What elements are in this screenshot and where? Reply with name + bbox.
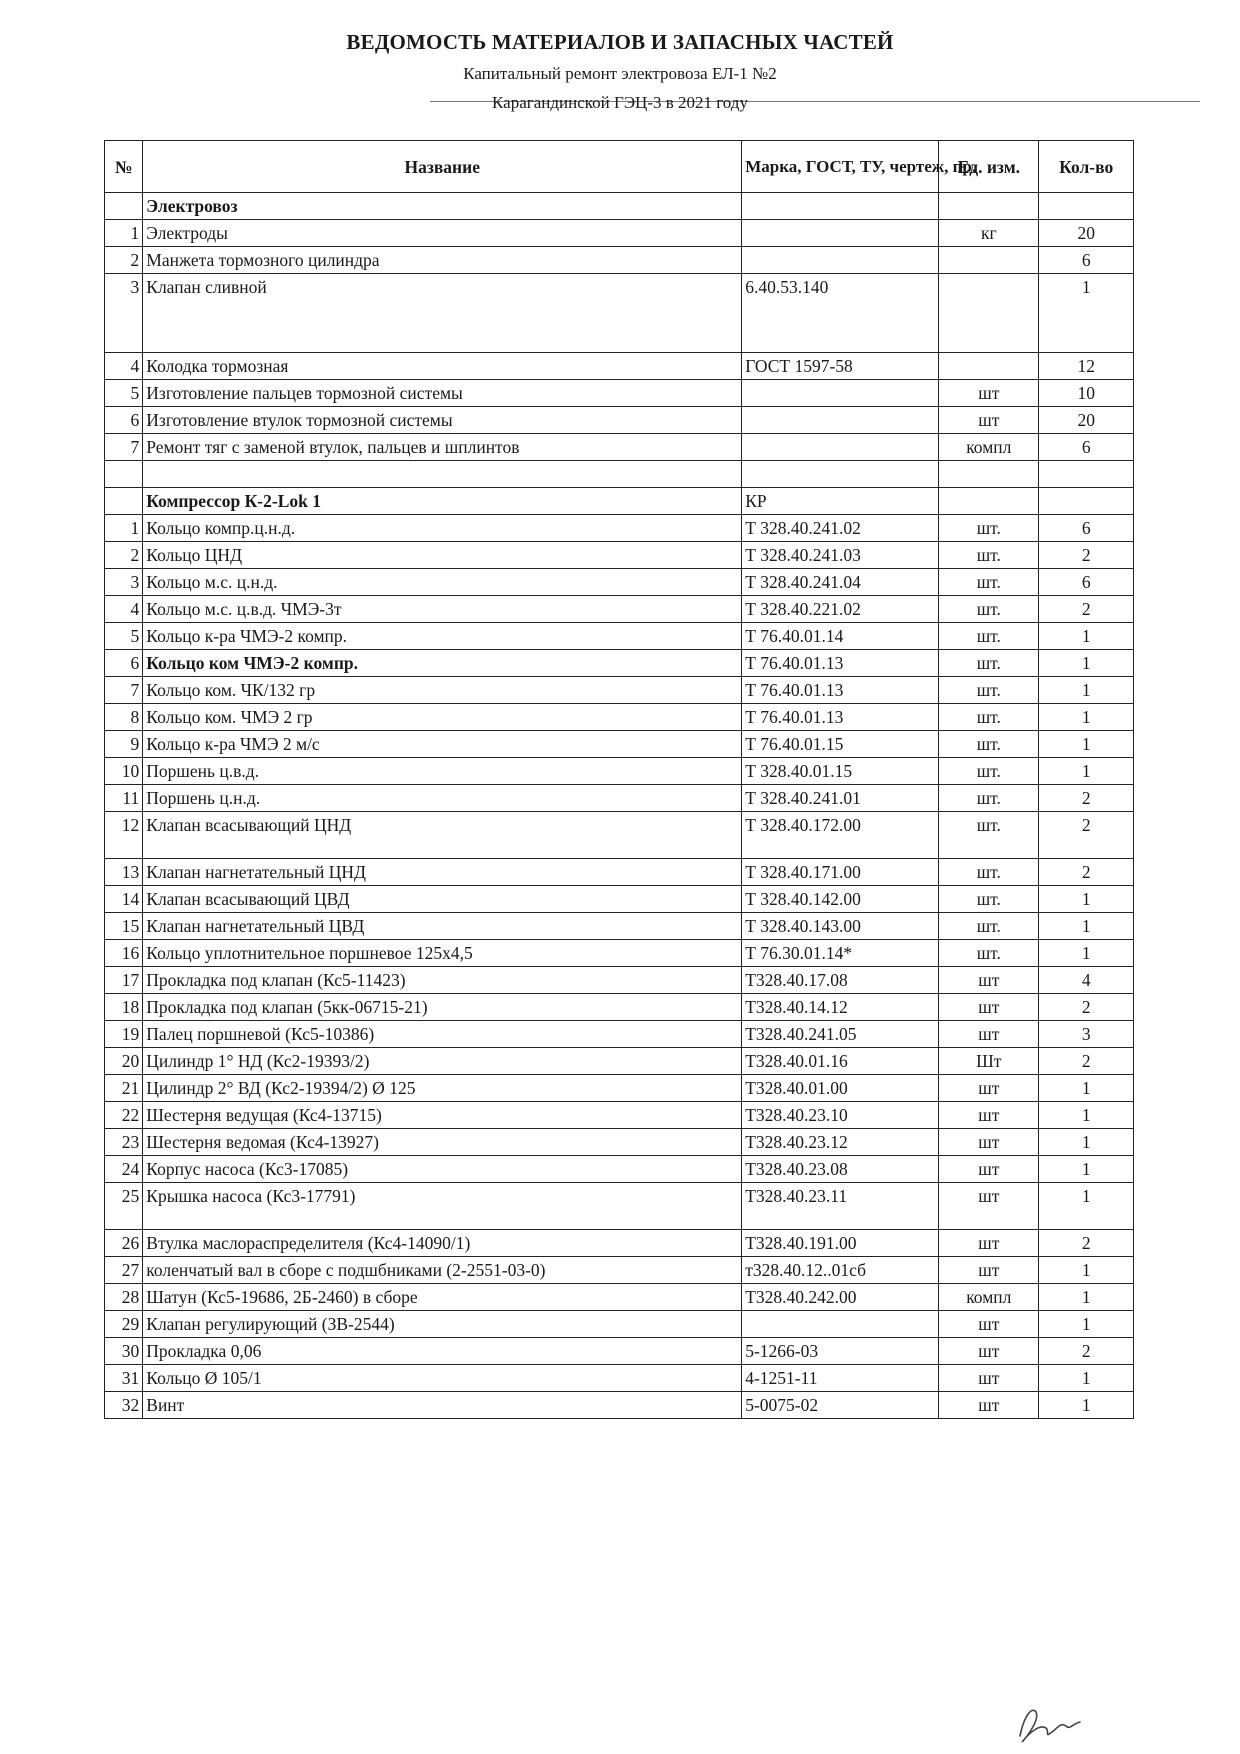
signature-mark bbox=[1010, 1698, 1100, 1748]
row-number: 11 bbox=[105, 785, 143, 812]
row-number: 26 bbox=[105, 1230, 143, 1257]
table-row bbox=[105, 940, 1134, 967]
table-row bbox=[105, 1311, 1134, 1338]
row-mark: Т 328.40.143.00 bbox=[742, 913, 939, 940]
row-unit: шт. bbox=[939, 623, 1039, 650]
row-unit: шт bbox=[939, 1311, 1039, 1338]
row-qty: 1 bbox=[1039, 274, 1134, 353]
table-row bbox=[105, 407, 1134, 434]
row-qty: 1 bbox=[1039, 1311, 1134, 1338]
row-unit: кг bbox=[939, 220, 1039, 247]
row-number: 2 bbox=[105, 542, 143, 569]
row-mark: 5-0075-02 bbox=[742, 1392, 939, 1419]
row-mark: Т 76.30.01.14* bbox=[742, 940, 939, 967]
row-number: 22 bbox=[105, 1102, 143, 1129]
row-unit bbox=[939, 274, 1039, 353]
row-name: Цилиндр 2° ВД (Кс2-19394/2) Ø 125 bbox=[143, 1075, 742, 1102]
row-qty: 1 bbox=[1039, 1365, 1134, 1392]
table-row bbox=[105, 1102, 1134, 1129]
row-qty: 1 bbox=[1039, 1392, 1134, 1419]
row-number: 7 bbox=[105, 434, 143, 461]
row-unit: шт bbox=[939, 1129, 1039, 1156]
table-row bbox=[105, 1021, 1134, 1048]
row-mark: Т328.40.23.10 bbox=[742, 1102, 939, 1129]
row-name: Кольцо компр.ц.н.д. bbox=[143, 515, 742, 542]
table-row bbox=[105, 1284, 1134, 1311]
row-qty: 1 bbox=[1039, 886, 1134, 913]
row-unit bbox=[939, 353, 1039, 380]
row-qty: 1 bbox=[1039, 704, 1134, 731]
table-row bbox=[105, 220, 1134, 247]
row-mark: Т 328.40.221.02 bbox=[742, 596, 939, 623]
section-title: Электровоз bbox=[143, 193, 742, 220]
header-num: № bbox=[105, 141, 143, 193]
row-number: 4 bbox=[105, 353, 143, 380]
row-name: Изготовление втулок тормозной системы bbox=[143, 407, 742, 434]
header-name: Название bbox=[143, 141, 742, 193]
materials-table bbox=[104, 140, 1134, 1419]
row-number: 5 bbox=[105, 623, 143, 650]
row-mark bbox=[742, 434, 939, 461]
row-mark: 6.40.53.140 bbox=[742, 274, 939, 353]
table-row bbox=[105, 1156, 1134, 1183]
row-unit: шт. bbox=[939, 677, 1039, 704]
row-mark: Т 328.40.01.15 bbox=[742, 758, 939, 785]
row-name: Кольцо Ø 105/1 bbox=[143, 1365, 742, 1392]
row-number: 1 bbox=[105, 515, 143, 542]
row-qty: 1 bbox=[1039, 1183, 1134, 1230]
row-mark bbox=[742, 407, 939, 434]
row-name: Кольцо м.с. ц.в.д. ЧМЭ-3т bbox=[143, 596, 742, 623]
row-number: 5 bbox=[105, 380, 143, 407]
row-mark: Т 328.40.171.00 bbox=[742, 859, 939, 886]
row-number: 13 bbox=[105, 859, 143, 886]
table-row bbox=[105, 1183, 1134, 1230]
row-name: Крышка насоса (Кс3-17791) bbox=[143, 1183, 742, 1230]
row-name: Поршень ц.в.д. bbox=[143, 758, 742, 785]
table-row bbox=[105, 1257, 1134, 1284]
row-unit: шт. bbox=[939, 569, 1039, 596]
table-body bbox=[105, 193, 1134, 1419]
row-number: 15 bbox=[105, 913, 143, 940]
row-unit: шт bbox=[939, 967, 1039, 994]
row-unit: компл bbox=[939, 434, 1039, 461]
table-row bbox=[105, 859, 1134, 886]
row-number: 6 bbox=[105, 650, 143, 677]
row-mark: Т328.40.23.11 bbox=[742, 1183, 939, 1230]
row-unit: шт. bbox=[939, 913, 1039, 940]
document-title: ВЕДОМОСТЬ МАТЕРИАЛОВ И ЗАПАСНЫХ ЧАСТЕЙ bbox=[346, 30, 894, 54]
table-row bbox=[105, 677, 1134, 704]
row-qty: 1 bbox=[1039, 677, 1134, 704]
header-unit: Ед. изм. bbox=[939, 141, 1039, 193]
row-number: 12 bbox=[105, 812, 143, 859]
row-qty: 6 bbox=[1039, 515, 1134, 542]
row-mark: Т 328.40.241.03 bbox=[742, 542, 939, 569]
header-qty: Кол-во bbox=[1039, 141, 1134, 193]
row-name: Цилиндр 1° НД (Кс2-19393/2) bbox=[143, 1048, 742, 1075]
row-unit: шт. bbox=[939, 785, 1039, 812]
row-unit: шт bbox=[939, 1102, 1039, 1129]
row-unit: шт bbox=[939, 1183, 1039, 1230]
row-qty: 2 bbox=[1039, 812, 1134, 859]
row-mark: Т328.40.17.08 bbox=[742, 967, 939, 994]
row-number: 14 bbox=[105, 886, 143, 913]
row-mark: Т328.40.01.16 bbox=[742, 1048, 939, 1075]
document-subtitle: Капитальный ремонт электровоза ЕЛ-1 №2 bbox=[463, 64, 777, 83]
table-row bbox=[105, 731, 1134, 758]
row-name: Винт bbox=[143, 1392, 742, 1419]
table-row bbox=[105, 623, 1134, 650]
table-row bbox=[105, 1365, 1134, 1392]
row-qty: 1 bbox=[1039, 731, 1134, 758]
row-name: Кольцо м.с. ц.н.д. bbox=[143, 569, 742, 596]
row-mark: Т 328.40.241.01 bbox=[742, 785, 939, 812]
row-name: Прокладка под клапан (Кс5-11423) bbox=[143, 967, 742, 994]
row-unit bbox=[939, 247, 1039, 274]
row-unit: шт bbox=[939, 380, 1039, 407]
row-mark: 4-1251-11 bbox=[742, 1365, 939, 1392]
row-number: 9 bbox=[105, 731, 143, 758]
row-unit: шт bbox=[939, 1075, 1039, 1102]
row-name: Прокладка под клапан (5кк-06715-21) bbox=[143, 994, 742, 1021]
row-mark: Т 328.40.172.00 bbox=[742, 812, 939, 859]
row-name: Клапан нагнетательный ЦНД bbox=[143, 859, 742, 886]
row-unit: шт bbox=[939, 1392, 1039, 1419]
table-row bbox=[105, 1230, 1134, 1257]
table-row bbox=[105, 1129, 1134, 1156]
row-mark bbox=[742, 380, 939, 407]
row-qty: 2 bbox=[1039, 542, 1134, 569]
row-number: 25 bbox=[105, 1183, 143, 1230]
table-row bbox=[105, 1338, 1134, 1365]
section-title: Компрессор К-2-Lok 1 bbox=[143, 488, 742, 515]
row-mark: Т 76.40.01.13 bbox=[742, 677, 939, 704]
row-number: 18 bbox=[105, 994, 143, 1021]
row-qty: 1 bbox=[1039, 1257, 1134, 1284]
row-unit: шт bbox=[939, 1156, 1039, 1183]
row-number: 8 bbox=[105, 704, 143, 731]
row-name: Кольцо ЦНД bbox=[143, 542, 742, 569]
row-qty: 2 bbox=[1039, 1230, 1134, 1257]
document-subtitle-location: Карагандинской ГЭЦ-3 в 2021 году bbox=[492, 93, 748, 112]
row-qty: 6 bbox=[1039, 434, 1134, 461]
row-mark: Т 328.40.241.02 bbox=[742, 515, 939, 542]
row-name: Кольцо ком. ЧМЭ 2 гр bbox=[143, 704, 742, 731]
section-mark: КР bbox=[742, 488, 939, 515]
row-mark: Т328.40.23.12 bbox=[742, 1129, 939, 1156]
row-name: Клапан нагнетательный ЦВД bbox=[143, 913, 742, 940]
row-qty: 1 bbox=[1039, 1284, 1134, 1311]
row-number: 20 bbox=[105, 1048, 143, 1075]
row-unit: шт. bbox=[939, 940, 1039, 967]
row-number: 32 bbox=[105, 1392, 143, 1419]
table-row bbox=[105, 380, 1134, 407]
row-mark bbox=[742, 247, 939, 274]
row-number: 19 bbox=[105, 1021, 143, 1048]
row-number: 3 bbox=[105, 274, 143, 353]
row-number: 16 bbox=[105, 940, 143, 967]
table-row bbox=[105, 758, 1134, 785]
table-row bbox=[105, 1392, 1134, 1419]
row-qty: 20 bbox=[1039, 220, 1134, 247]
row-unit: шт. bbox=[939, 596, 1039, 623]
row-name: Кольцо уплотнительное поршневое 125х4,5 bbox=[143, 940, 742, 967]
row-unit: Шт bbox=[939, 1048, 1039, 1075]
row-name: Шатун (Кс5-19686, 2Б-2460) в сборе bbox=[143, 1284, 742, 1311]
row-name: Корпус насоса (Кс3-17085) bbox=[143, 1156, 742, 1183]
row-number: 4 bbox=[105, 596, 143, 623]
table-row bbox=[105, 650, 1134, 677]
table-row bbox=[105, 596, 1134, 623]
row-unit: шт. bbox=[939, 886, 1039, 913]
row-number: 29 bbox=[105, 1311, 143, 1338]
row-unit: шт. bbox=[939, 542, 1039, 569]
row-qty: 3 bbox=[1039, 1021, 1134, 1048]
row-unit: шт bbox=[939, 1338, 1039, 1365]
row-mark: Т328.40.23.08 bbox=[742, 1156, 939, 1183]
row-name: Клапан всасывающий ЦНД bbox=[143, 812, 742, 859]
table-row bbox=[105, 353, 1134, 380]
row-unit: шт bbox=[939, 407, 1039, 434]
row-name: Кольцо ком ЧМЭ-2 компр. bbox=[143, 650, 742, 677]
row-qty: 1 bbox=[1039, 940, 1134, 967]
row-name: Шестерня ведущая (Кс4-13715) bbox=[143, 1102, 742, 1129]
row-qty: 1 bbox=[1039, 1075, 1134, 1102]
row-mark: Т328.40.01.00 bbox=[742, 1075, 939, 1102]
row-qty: 2 bbox=[1039, 994, 1134, 1021]
row-number: 1 bbox=[105, 220, 143, 247]
row-number: 28 bbox=[105, 1284, 143, 1311]
table-row bbox=[105, 569, 1134, 596]
table-row bbox=[105, 515, 1134, 542]
row-number: 7 bbox=[105, 677, 143, 704]
row-mark bbox=[742, 1311, 939, 1338]
row-mark: Т328.40.241.05 bbox=[742, 1021, 939, 1048]
row-qty: 2 bbox=[1039, 1338, 1134, 1365]
row-name: Палец поршневой (Кс5-10386) bbox=[143, 1021, 742, 1048]
table-row bbox=[105, 886, 1134, 913]
row-unit: шт. bbox=[939, 812, 1039, 859]
row-number: 24 bbox=[105, 1156, 143, 1183]
row-qty: 1 bbox=[1039, 913, 1134, 940]
row-number: 30 bbox=[105, 1338, 143, 1365]
row-name: Клапан сливной bbox=[143, 274, 742, 353]
row-number: 27 bbox=[105, 1257, 143, 1284]
row-number: 21 bbox=[105, 1075, 143, 1102]
row-number: 10 bbox=[105, 758, 143, 785]
row-name: Кольцо ком. ЧК/132 гр bbox=[143, 677, 742, 704]
row-mark: Т 76.40.01.14 bbox=[742, 623, 939, 650]
row-mark: Т 76.40.01.15 bbox=[742, 731, 939, 758]
row-unit: шт bbox=[939, 1021, 1039, 1048]
row-qty: 1 bbox=[1039, 1102, 1134, 1129]
row-number: 6 bbox=[105, 407, 143, 434]
row-mark: т328.40.12..01сб bbox=[742, 1257, 939, 1284]
row-qty: 2 bbox=[1039, 785, 1134, 812]
row-qty: 1 bbox=[1039, 758, 1134, 785]
row-name: Манжета тормозного цилиндра bbox=[143, 247, 742, 274]
row-number: 3 bbox=[105, 569, 143, 596]
row-qty: 1 bbox=[1039, 1156, 1134, 1183]
row-qty: 2 bbox=[1039, 1048, 1134, 1075]
row-mark bbox=[742, 220, 939, 247]
row-unit: шт bbox=[939, 1365, 1039, 1392]
row-name: Клапан всасывающий ЦВД bbox=[143, 886, 742, 913]
table-row bbox=[105, 967, 1134, 994]
row-name: Клапан регулирующий (ЗВ-2544) bbox=[143, 1311, 742, 1338]
row-qty: 1 bbox=[1039, 623, 1134, 650]
row-mark: Т328.40.242.00 bbox=[742, 1284, 939, 1311]
row-name: Электроды bbox=[143, 220, 742, 247]
row-qty: 12 bbox=[1039, 353, 1134, 380]
row-qty: 2 bbox=[1039, 596, 1134, 623]
table-row bbox=[105, 785, 1134, 812]
row-unit: шт. bbox=[939, 515, 1039, 542]
row-name: Кольцо к-ра ЧМЭ 2 м/с bbox=[143, 731, 742, 758]
row-unit: шт bbox=[939, 1257, 1039, 1284]
row-unit: шт. bbox=[939, 859, 1039, 886]
row-number: 2 bbox=[105, 247, 143, 274]
table-row bbox=[105, 247, 1134, 274]
row-qty: 2 bbox=[1039, 859, 1134, 886]
row-qty: 6 bbox=[1039, 247, 1134, 274]
section-row-compressor bbox=[105, 488, 1134, 515]
header-mark: Марка, ГОСТ, ТУ, чертеж, пр. bbox=[742, 141, 939, 193]
table-row bbox=[105, 994, 1134, 1021]
row-unit: шт. bbox=[939, 704, 1039, 731]
row-qty: 20 bbox=[1039, 407, 1134, 434]
row-name: Прокладка 0,06 bbox=[143, 1338, 742, 1365]
table-row bbox=[105, 812, 1134, 859]
row-qty: 1 bbox=[1039, 650, 1134, 677]
table-row-blank bbox=[105, 461, 1134, 488]
table-row bbox=[105, 274, 1134, 353]
row-mark: 5-1266-03 bbox=[742, 1338, 939, 1365]
row-unit: шт bbox=[939, 994, 1039, 1021]
row-mark: Т 328.40.142.00 bbox=[742, 886, 939, 913]
table-row bbox=[105, 704, 1134, 731]
table-row bbox=[105, 434, 1134, 461]
row-qty: 4 bbox=[1039, 967, 1134, 994]
table-row bbox=[105, 542, 1134, 569]
row-mark: ГОСТ 1597-58 bbox=[742, 353, 939, 380]
section-row-locomotive bbox=[105, 193, 1134, 220]
row-name: Шестерня ведомая (Кс4-13927) bbox=[143, 1129, 742, 1156]
row-number: 31 bbox=[105, 1365, 143, 1392]
row-unit: шт. bbox=[939, 731, 1039, 758]
row-mark: Т328.40.14.12 bbox=[742, 994, 939, 1021]
row-unit: шт. bbox=[939, 758, 1039, 785]
row-qty: 1 bbox=[1039, 1129, 1134, 1156]
row-unit: компл bbox=[939, 1284, 1039, 1311]
table-row bbox=[105, 913, 1134, 940]
row-qty: 10 bbox=[1039, 380, 1134, 407]
row-mark: Т 76.40.01.13 bbox=[742, 704, 939, 731]
row-unit: шт. bbox=[939, 650, 1039, 677]
row-name: Поршень ц.н.д. bbox=[143, 785, 742, 812]
row-name: Втулка маслораспределителя (Кс4-14090/1) bbox=[143, 1230, 742, 1257]
table-row bbox=[105, 1075, 1134, 1102]
row-name: коленчатый вал в сборе с подшбниками (2-2551-03-0) bbox=[143, 1257, 742, 1284]
row-qty: 6 bbox=[1039, 569, 1134, 596]
row-number: 17 bbox=[105, 967, 143, 994]
row-mark: Т 328.40.241.04 bbox=[742, 569, 939, 596]
row-number: 23 bbox=[105, 1129, 143, 1156]
table-row bbox=[105, 1048, 1134, 1075]
row-name: Колодка тормозная bbox=[143, 353, 742, 380]
row-name: Кольцо к-ра ЧМЭ-2 компр. bbox=[143, 623, 742, 650]
row-mark: Т 76.40.01.13 bbox=[742, 650, 939, 677]
row-name: Ремонт тяг с заменой втулок, пальцев и шплинтов bbox=[143, 434, 742, 461]
row-name: Изготовление пальцев тормозной системы bbox=[143, 380, 742, 407]
row-mark: Т328.40.191.00 bbox=[742, 1230, 939, 1257]
row-unit: шт bbox=[939, 1230, 1039, 1257]
